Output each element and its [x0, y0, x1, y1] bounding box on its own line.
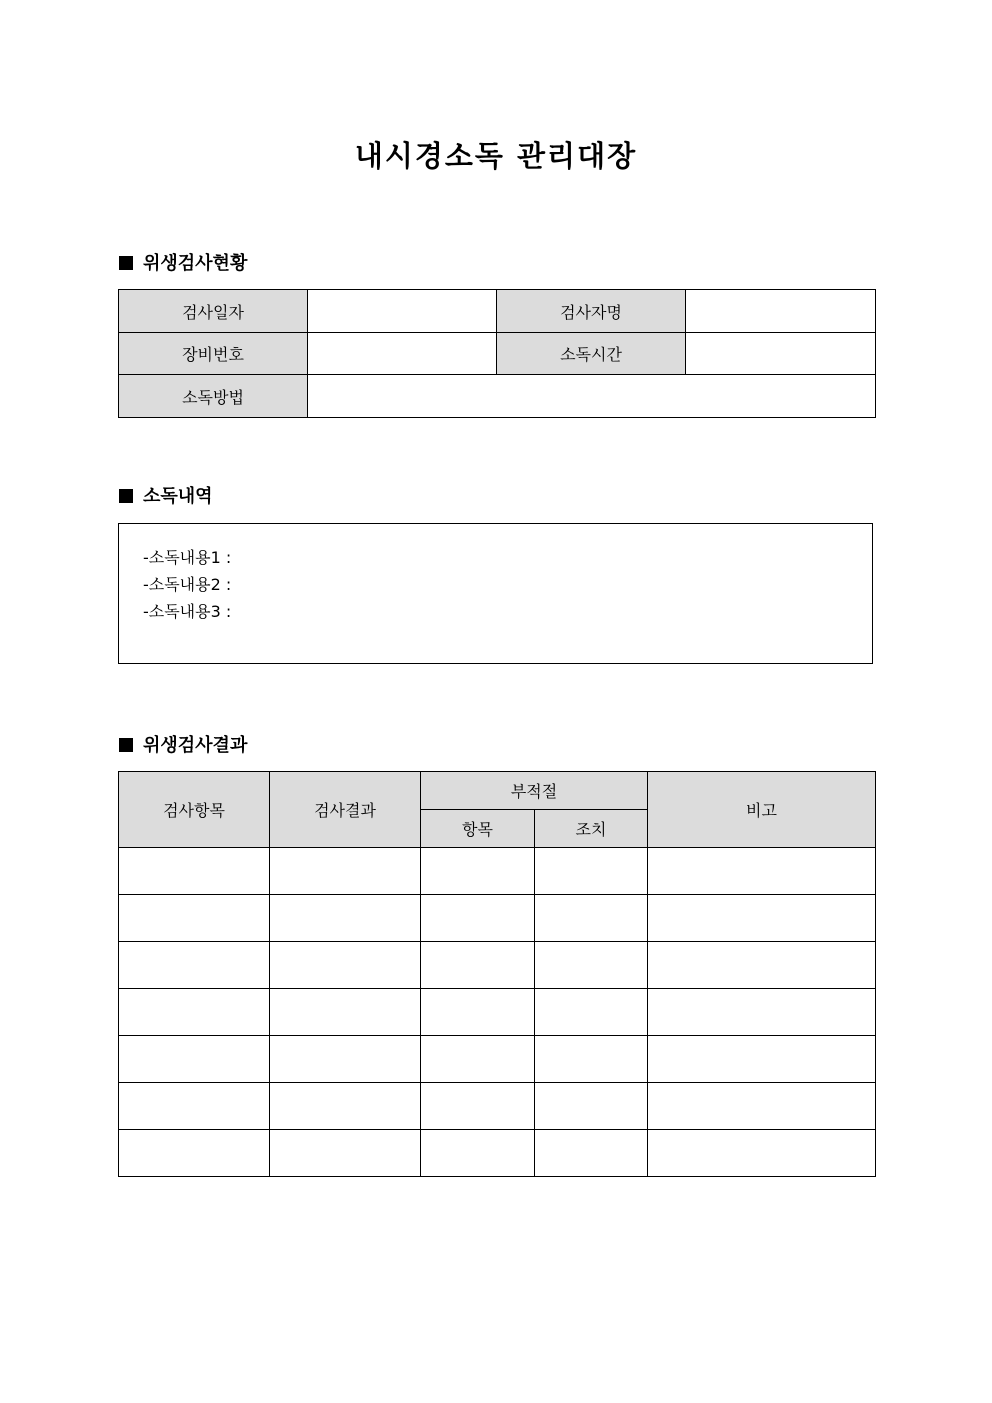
table-row — [119, 848, 876, 895]
cell-item[interactable] — [119, 989, 270, 1036]
cell-nc-action[interactable] — [535, 895, 648, 942]
cell-remarks[interactable] — [648, 1036, 876, 1083]
cell-nc-item[interactable] — [421, 1130, 535, 1177]
cell-item[interactable] — [119, 942, 270, 989]
cell-nc-action[interactable] — [535, 1036, 648, 1083]
hygiene-results-table — [118, 771, 876, 1177]
cell-item[interactable] — [119, 1083, 270, 1130]
cell-result[interactable] — [270, 1130, 421, 1177]
table-row — [119, 1083, 876, 1130]
cell-result[interactable] — [270, 1083, 421, 1130]
cell-remarks[interactable] — [648, 989, 876, 1036]
section-disinfection-details — [119, 485, 213, 509]
cell-nc-item[interactable] — [421, 895, 535, 942]
section-hygiene-status — [119, 252, 247, 276]
inspection-date-label: 검사일자 — [119, 290, 308, 333]
table-row — [119, 1130, 876, 1177]
table-row — [119, 989, 876, 1036]
cell-nc-action[interactable] — [535, 1130, 648, 1177]
cell-remarks[interactable] — [648, 942, 876, 989]
cell-result[interactable] — [270, 895, 421, 942]
table-row — [119, 895, 876, 942]
cell-nc-item[interactable] — [421, 1036, 535, 1083]
table-row — [119, 333, 876, 375]
cell-item[interactable] — [119, 848, 270, 895]
cell-remarks[interactable] — [648, 1083, 876, 1130]
cell-item[interactable] — [119, 895, 270, 942]
disinfect-time-label: 소독시간 — [497, 333, 686, 375]
cell-item[interactable] — [119, 1036, 270, 1083]
section-title-label: 소독내역 — [143, 486, 213, 507]
cell-item[interactable] — [119, 1130, 270, 1177]
document-title: 내시경소독 관리대장 — [354, 139, 638, 173]
disinfection-line-3: -소독내용3 : — [143, 602, 232, 621]
header-row — [119, 772, 876, 810]
disinfection-line-2: -소독내용2 : — [143, 575, 232, 594]
cell-result[interactable] — [270, 1036, 421, 1083]
inspector-label: 검사자명 — [497, 290, 686, 333]
section-hygiene-results — [119, 734, 247, 758]
disinfect-method-value[interactable] — [308, 375, 876, 418]
cell-result[interactable] — [270, 942, 421, 989]
table-row — [119, 290, 876, 333]
table-row — [119, 942, 876, 989]
cell-result[interactable] — [270, 848, 421, 895]
disinfect-method-label: 소독방법 — [119, 375, 308, 418]
cell-remarks[interactable] — [648, 848, 876, 895]
cell-nc-action[interactable] — [535, 848, 648, 895]
equipment-no-value[interactable] — [308, 333, 497, 375]
cell-nc-action[interactable] — [535, 1083, 648, 1130]
cell-nc-action[interactable] — [535, 989, 648, 1036]
header-nonconforming: 부적절 — [421, 772, 648, 810]
cell-remarks[interactable] — [648, 895, 876, 942]
cell-remarks[interactable] — [648, 1130, 876, 1177]
cell-nc-item[interactable] — [421, 942, 535, 989]
inspector-value[interactable] — [686, 290, 876, 333]
equipment-no-label: 장비번호 — [119, 333, 308, 375]
square-bullet-icon — [119, 256, 133, 270]
cell-nc-item[interactable] — [421, 989, 535, 1036]
square-bullet-icon — [119, 738, 133, 752]
section-title-label: 위생검사결과 — [143, 735, 248, 756]
square-bullet-icon — [119, 489, 133, 503]
table-row — [119, 1036, 876, 1083]
disinfection-details-box[interactable] — [118, 523, 873, 664]
hygiene-status-table — [118, 289, 876, 418]
table-row — [119, 375, 876, 418]
disinfect-time-value[interactable] — [686, 333, 876, 375]
section-title-label: 위생검사현황 — [143, 253, 248, 274]
cell-nc-item[interactable] — [421, 848, 535, 895]
cell-result[interactable] — [270, 989, 421, 1036]
header-remarks: 비고 — [648, 772, 876, 848]
cell-nc-item[interactable] — [421, 1083, 535, 1130]
header-nc-item: 항목 — [421, 810, 535, 848]
header-result: 검사결과 — [270, 772, 421, 848]
cell-nc-action[interactable] — [535, 942, 648, 989]
disinfection-line-1: -소독내용1 : — [143, 548, 232, 567]
header-nc-action: 조치 — [535, 810, 648, 848]
inspection-date-value[interactable] — [308, 290, 497, 333]
header-item: 검사항목 — [119, 772, 270, 848]
